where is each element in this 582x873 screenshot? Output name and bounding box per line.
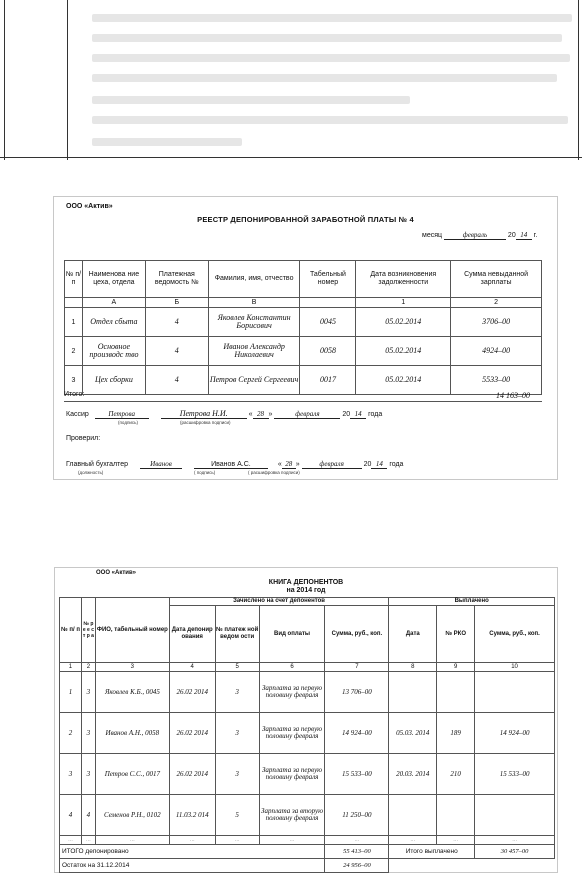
year-prefix: 20: [342, 411, 351, 418]
deposit-sum-cell: 11 250–00: [325, 795, 389, 836]
year-prefix: 20: [507, 232, 516, 239]
chief-day: 28: [282, 460, 296, 469]
position-caption: (должность): [78, 470, 104, 475]
date-close-quote: »: [268, 411, 273, 418]
column-header: Сумма, руб., коп.: [325, 606, 389, 663]
ellipsis-cell: …: [325, 836, 389, 845]
blurred-text-line: [92, 116, 568, 124]
organization-name: ООО «Актив»: [96, 570, 136, 576]
table-row: [60, 672, 555, 713]
row-number: 2: [65, 337, 83, 366]
chief-name: Иванов А.С.: [194, 461, 268, 469]
pay-type-cell: Зарплата за первую половину февраля: [259, 713, 325, 754]
total-deposited-value: 55 413–00: [325, 845, 389, 859]
deposit-sum-cell: 14 924–00: [325, 713, 389, 754]
total-row: [60, 845, 555, 859]
tab-number-cell: 0017: [300, 366, 356, 395]
balance-value: 24 956–00: [325, 859, 389, 873]
index-cell: 8: [389, 663, 437, 672]
book-title-line: КНИГА ДЕПОНЕНТОВ: [268, 579, 344, 586]
cashier-label: Кассир: [66, 411, 89, 418]
register-header-row: [65, 261, 542, 298]
cashier-month: февраля: [274, 410, 340, 419]
book-year-line: на 2014 год: [286, 587, 326, 594]
deposit-sum-cell: 13 706–00: [325, 672, 389, 713]
cashier-handwritten-signature: Петрова: [95, 410, 149, 419]
deposit-date-cell: 26.02 2014: [169, 713, 215, 754]
year-prefix: 20: [363, 461, 372, 468]
cashier-name: Петрова Н.И.: [161, 409, 247, 419]
column-header: Табельный номер: [300, 261, 356, 298]
column-header: Дата возникновения задолженности: [356, 261, 451, 298]
column-header: Фамилия, имя, отчество: [208, 261, 300, 298]
bottom-rule: [0, 157, 582, 158]
ellipsis-cell: …: [95, 836, 169, 845]
row-number: 3: [65, 366, 83, 395]
register-title: РЕЕСТР ДЕПОНИРОВАННОЙ ЗАРАБОТНОЙ ПЛАТЫ № 4: [197, 215, 414, 224]
chief-accountant-signature-line: [66, 460, 403, 469]
row-number: 3: [60, 754, 82, 795]
row-number: 2: [60, 713, 82, 754]
index-cell: В: [208, 298, 300, 308]
total-value: 14 163–00: [496, 391, 530, 400]
register-index-row: [65, 298, 542, 308]
paid-date-cell: 20.03. 2014: [389, 754, 437, 795]
ellipsis-cell: …: [60, 836, 82, 845]
fio-cell: Семенов Р.Н., 0102: [95, 795, 169, 836]
debt-date-cell: 05.02.2014: [356, 337, 451, 366]
decode-caption: (расшифровка подписи): [180, 420, 231, 425]
index-cell: 10: [475, 663, 555, 672]
index-cell: 4: [169, 663, 215, 672]
year-value: 14: [516, 231, 532, 240]
pay-sheet-cell: 3: [215, 713, 259, 754]
column-header: Платежная ведомость №: [145, 261, 208, 298]
column-group-header: Выплачено: [389, 598, 555, 606]
register-number-cell: 3: [81, 713, 95, 754]
tab-number-cell: 0058: [300, 337, 356, 366]
debt-date-cell: 05.02.2014: [356, 366, 451, 395]
index-cell: [300, 298, 356, 308]
table-row: [60, 754, 555, 795]
column-header: Вид оплаты: [259, 606, 325, 663]
ellipsis-cell: …: [259, 836, 325, 845]
column-header: № р е е с т р а: [81, 598, 95, 663]
index-cell: 5: [215, 663, 259, 672]
department-cell: Цех сборки: [82, 366, 145, 395]
index-cell: 2: [81, 663, 95, 672]
cashier-year: 14: [350, 410, 366, 419]
blurred-text-line: [92, 74, 557, 82]
pay-sheet-cell: 3: [215, 672, 259, 713]
cashier-day: 28: [253, 410, 269, 419]
ellipsis-row: [60, 836, 555, 845]
index-cell: 3: [95, 663, 169, 672]
paid-sum-cell: 14 924–00: [475, 713, 555, 754]
deposit-date-cell: 11.03.2 014: [169, 795, 215, 836]
checked-label: Проверил:: [66, 435, 101, 442]
column-header: № п/ п: [60, 598, 82, 663]
unpaid-sum-cell: 4924–00: [451, 337, 542, 366]
rko-cell: 210: [437, 754, 475, 795]
column-divider: [67, 0, 68, 160]
signature-caption: ( подпись): [194, 470, 216, 475]
department-cell: Отдел сбыта: [82, 308, 145, 337]
register-table: [64, 260, 542, 395]
tab-number-cell: 0045: [300, 308, 356, 337]
index-cell: [65, 298, 83, 308]
year-suffix: года: [389, 461, 404, 468]
top-blurred-section: [0, 0, 582, 160]
organization-name: ООО «Актив»: [66, 203, 113, 210]
total-paid-label: Итого выплачено: [389, 845, 475, 859]
fio-cell: Петров С.С., 0017: [95, 754, 169, 795]
register-number-cell: 3: [81, 754, 95, 795]
register-month-line: [422, 231, 537, 240]
row-number: 1: [65, 308, 83, 337]
paid-sum-cell: [475, 672, 555, 713]
blurred-text-line: [92, 96, 410, 104]
rko-cell: [437, 672, 475, 713]
date-open-quote: «: [248, 411, 253, 418]
blurred-text-line: [92, 54, 570, 62]
index-cell: 1: [356, 298, 451, 308]
fio-cell: Яковлев К.Б., 0045: [95, 672, 169, 713]
paid-sum-cell: 15 533–00: [475, 754, 555, 795]
cashier-signature-line: [66, 409, 382, 419]
column-header: Дата: [389, 606, 437, 663]
pay-sheet-cell: 5: [215, 795, 259, 836]
debt-date-cell: 05.02.2014: [356, 308, 451, 337]
date-close-quote: »: [295, 461, 300, 468]
chief-month: февраля: [302, 460, 362, 469]
column-header: № п/ п: [65, 261, 83, 298]
signature-caption: (подпись): [118, 420, 139, 425]
deposit-date-cell: 26.02 2014: [169, 672, 215, 713]
depositors-table: [59, 597, 555, 873]
paid-sum-cell: [475, 795, 555, 836]
book-title: [55, 579, 557, 595]
employee-name-cell: Иванов Александр Николаевич: [208, 337, 300, 366]
total-paid-value: 30 457–00: [475, 845, 555, 859]
pay-type-cell: Зарплата за вторую половину февраля: [259, 795, 325, 836]
book-header-row: [60, 598, 555, 606]
column-header: № платеж ной ведом ости: [215, 606, 259, 663]
ellipsis-cell: …: [389, 836, 437, 845]
table-row: [60, 795, 555, 836]
unpaid-sum-cell: 3706–00: [451, 308, 542, 337]
book-index-row: [60, 663, 555, 672]
left-border: [4, 0, 5, 160]
total-deposited-label: ИТОГО депонировано: [60, 845, 325, 859]
paid-date-cell: [389, 672, 437, 713]
row-number: 4: [60, 795, 82, 836]
balance-label: Остаток на 31.12.2014: [60, 859, 325, 873]
rko-cell: [437, 795, 475, 836]
index-cell: 9: [437, 663, 475, 672]
column-header: Сумма невыданной зарплаты: [451, 261, 542, 298]
index-cell: Б: [145, 298, 208, 308]
blurred-text-line: [92, 138, 242, 146]
balance-row: [60, 859, 555, 873]
decode-caption: ( расшифровка подписи): [248, 470, 300, 475]
index-cell: А: [82, 298, 145, 308]
chief-label: Главный бухгалтер: [66, 461, 128, 468]
rko-cell: 189: [437, 713, 475, 754]
index-cell: 7: [325, 663, 389, 672]
paid-date-cell: [389, 795, 437, 836]
month-label: месяц: [422, 232, 443, 239]
blurred-text-line: [92, 14, 572, 22]
pay-sheet-cell: 4: [145, 337, 208, 366]
table-row: [65, 337, 542, 366]
month-value: февраль: [444, 231, 506, 240]
date-open-quote: «: [277, 461, 282, 468]
empty-cell: [389, 859, 555, 873]
index-cell: 2: [451, 298, 542, 308]
chief-year: 14: [371, 460, 387, 469]
deposit-date-cell: 26.02 2014: [169, 754, 215, 795]
year-suffix: года: [368, 411, 383, 418]
ellipsis-cell: …: [215, 836, 259, 845]
pay-type-cell: Зарплата за первую половину февраля: [259, 672, 325, 713]
table-row: [60, 713, 555, 754]
pay-sheet-cell: 3: [215, 754, 259, 795]
column-header: ФИО, табельный номер: [95, 598, 169, 663]
unpaid-sum-cell: 5533–00: [451, 366, 542, 395]
ellipsis-cell: …: [437, 836, 475, 845]
column-header: Дата депонир ования: [169, 606, 215, 663]
total-label: Итого:: [64, 391, 85, 398]
deposit-register-document: [53, 196, 558, 480]
right-border: [578, 0, 579, 160]
pay-sheet-cell: 4: [145, 308, 208, 337]
index-cell: 1: [60, 663, 82, 672]
pay-type-cell: Зарплата за первую половину февраля: [259, 754, 325, 795]
pay-sheet-cell: 4: [145, 366, 208, 395]
year-suffix: г.: [533, 232, 538, 239]
depositors-book-document: [54, 567, 558, 873]
table-row: [65, 308, 542, 337]
ellipsis-cell: …: [169, 836, 215, 845]
column-header: № РКО: [437, 606, 475, 663]
fio-cell: Иванов А.Н., 0058: [95, 713, 169, 754]
ellipsis-cell: …: [81, 836, 95, 845]
register-total-line: [64, 391, 542, 402]
register-number-cell: 4: [81, 795, 95, 836]
paid-date-cell: 05.03. 2014: [389, 713, 437, 754]
column-group-header: Зачислено на счет депонентов: [169, 598, 389, 606]
column-header: Наименова ние цеха, отдела: [82, 261, 145, 298]
blurred-text-line: [92, 34, 562, 42]
chief-handwritten-signature: Иванов: [140, 460, 182, 469]
employee-name-cell: Яковлев Константин Борисович: [208, 308, 300, 337]
department-cell: Основное производс тво: [82, 337, 145, 366]
deposit-sum-cell: 15 533–00: [325, 754, 389, 795]
row-number: 1: [60, 672, 82, 713]
index-cell: 6: [259, 663, 325, 672]
employee-name-cell: Петров Сергей Сергеевич: [208, 366, 300, 395]
column-header: Сумма, руб., коп.: [475, 606, 555, 663]
register-number-cell: 3: [81, 672, 95, 713]
ellipsis-cell: …: [475, 836, 555, 845]
